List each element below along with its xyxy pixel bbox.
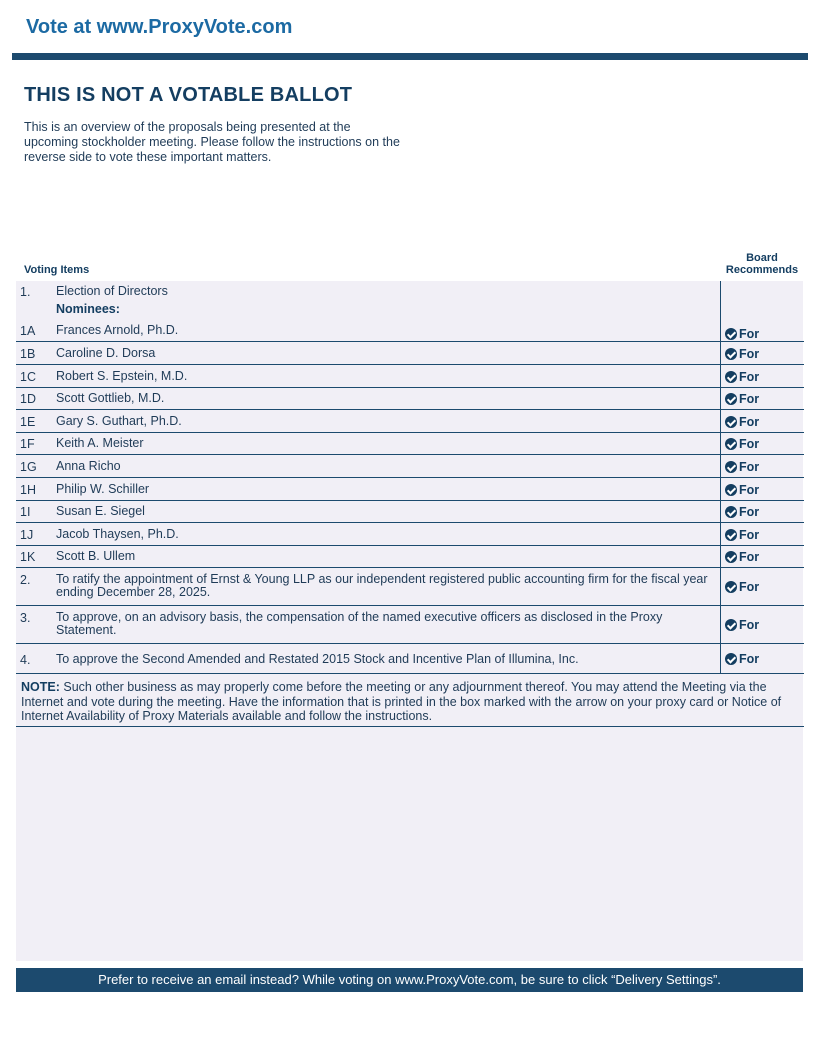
- item-number: 1K: [20, 550, 36, 564]
- row-divider: [16, 673, 804, 674]
- board-recommendation: [725, 437, 759, 451]
- item-number: 1J: [20, 528, 34, 542]
- note-text: Such other business as may properly come before the meeting or any adjournment thereof. You may attend the Meeting via the Internet and vote during the meeting. Have the information that is printed in the box marked with the arrow on your proxy card or Notice of Internet Availability of Proxy Materials available and follow the instructions.: [21, 680, 782, 723]
- row-divider: [16, 341, 804, 342]
- item-number: 1C: [20, 370, 36, 384]
- item-number: 1B: [20, 347, 36, 361]
- item-number: 1F: [20, 437, 35, 451]
- recommendation-label: For: [739, 460, 760, 474]
- item-number: 3.: [20, 611, 31, 625]
- check-circle-icon: [725, 371, 737, 383]
- check-circle-icon: [725, 619, 737, 631]
- item-text: Robert S. Epstein, M.D.: [56, 369, 188, 383]
- voting-items-header: Voting Items: [24, 264, 90, 276]
- row-divider: [16, 432, 804, 433]
- board-recommendation: [725, 618, 759, 632]
- board-recommendation: [725, 528, 759, 542]
- row-divider: [16, 605, 804, 606]
- recommendation-label: For: [739, 550, 760, 564]
- check-circle-icon: [725, 438, 737, 450]
- item-number: 1I: [20, 505, 31, 519]
- recommendation-label: For: [739, 483, 760, 497]
- board-header-line2: Recommends: [725, 264, 799, 276]
- item-text: To ratify the appointment of Ernst & Young LLP as our independent registered public accounting firm for the fiscal year ending December 28, 2025.: [56, 572, 708, 599]
- check-circle-icon: [725, 529, 737, 541]
- item-number: 1E: [20, 415, 36, 429]
- item-number: 1A: [20, 324, 36, 338]
- item-text: Scott Gottlieb, M.D.: [56, 391, 165, 405]
- item-text: Jacob Thaysen, Ph.D.: [56, 527, 179, 541]
- check-circle-icon: [725, 416, 737, 428]
- board-recommendation: [725, 327, 759, 341]
- board-recommendation: [725, 392, 759, 406]
- recommendation-label: For: [739, 327, 760, 341]
- row-divider: [16, 545, 804, 546]
- board-recommends-header: [722, 252, 802, 276]
- check-circle-icon: [725, 461, 737, 473]
- check-circle-icon: [725, 506, 737, 518]
- board-header-line1: Board: [746, 252, 778, 264]
- row-divider: [16, 454, 804, 455]
- note-label: NOTE:: [21, 680, 60, 694]
- check-circle-icon: [725, 393, 737, 405]
- recommendation-label: For: [739, 415, 760, 429]
- check-circle-icon: [725, 348, 737, 360]
- item-number: 1D: [20, 392, 36, 406]
- item-text: Philip W. Schiller: [56, 482, 150, 496]
- item-number: 2.: [20, 573, 31, 587]
- check-circle-icon: [725, 551, 737, 563]
- recommendation-label: For: [739, 652, 760, 666]
- item-text: Caroline D. Dorsa: [56, 346, 156, 360]
- row-divider: [16, 567, 804, 568]
- item-text: To approve the Second Amended and Restated 2015 Stock and Incentive Plan of Illumina, Inc.: [56, 652, 579, 666]
- check-circle-icon: [725, 653, 737, 665]
- item-text: Keith A. Meister: [56, 436, 144, 450]
- row-divider: [16, 477, 804, 478]
- item-number: 4.: [20, 653, 31, 667]
- item-number: 1H: [20, 483, 36, 497]
- item-number: 1.: [20, 285, 31, 299]
- board-recommendation: [725, 347, 759, 361]
- check-circle-icon: [725, 484, 737, 496]
- item-text: Anna Richo: [56, 459, 121, 473]
- row-divider: [16, 364, 804, 365]
- board-recommendation: [725, 370, 759, 384]
- recommendation-label: For: [739, 347, 760, 361]
- item-title: Election of Directors: [56, 284, 168, 298]
- header-rule: [12, 53, 808, 60]
- page-title: THIS IS NOT A VOTABLE BALLOT: [24, 84, 353, 106]
- board-recommendation: [725, 483, 759, 497]
- recommendation-label: For: [739, 437, 760, 451]
- note-block: [21, 680, 801, 724]
- item-text: To approve, on an advisory basis, the compensation of the named executive officers as disclosed in the Proxy Statement.: [56, 610, 663, 637]
- intro-text: This is an overview of the proposals being presented at the upcoming stockholder meeting. Please follow the instructions on the reverse side to vote these important matters.: [24, 120, 400, 164]
- recommendation-label: For: [739, 370, 760, 384]
- note-divider: [16, 726, 804, 727]
- board-recommendation: [725, 415, 759, 429]
- row-divider: [16, 387, 804, 388]
- item-text: Susan E. Siegel: [56, 504, 145, 518]
- row-divider: [16, 500, 804, 501]
- footer-banner: Prefer to receive an email instead? While voting on www.ProxyVote.com, be sure to click “Delivery Settings”.: [16, 968, 803, 992]
- board-recommendation: [725, 652, 759, 666]
- row-divider: [16, 522, 804, 523]
- board-recommendation: [725, 550, 759, 564]
- check-circle-icon: [725, 328, 737, 340]
- recommendation-label: For: [739, 392, 760, 406]
- item-text: Gary S. Guthart, Ph.D.: [56, 414, 182, 428]
- item-number: 1G: [20, 460, 37, 474]
- item-text: Frances Arnold, Ph.D.: [56, 323, 179, 337]
- recommendation-label: For: [739, 618, 760, 632]
- nominees-label: Nominees:: [56, 302, 120, 316]
- board-recommendation: [725, 505, 759, 519]
- recommendation-label: For: [739, 505, 760, 519]
- recommendation-label: For: [739, 528, 760, 542]
- row-divider: [16, 643, 804, 644]
- board-recommendation: [725, 580, 759, 594]
- board-recommendation: [725, 460, 759, 474]
- item-text: Scott B. Ullem: [56, 549, 136, 563]
- recommendation-label: For: [739, 580, 760, 594]
- vote-link[interactable]: Vote at www.ProxyVote.com: [26, 16, 293, 38]
- check-circle-icon: [725, 581, 737, 593]
- row-divider: [16, 409, 804, 410]
